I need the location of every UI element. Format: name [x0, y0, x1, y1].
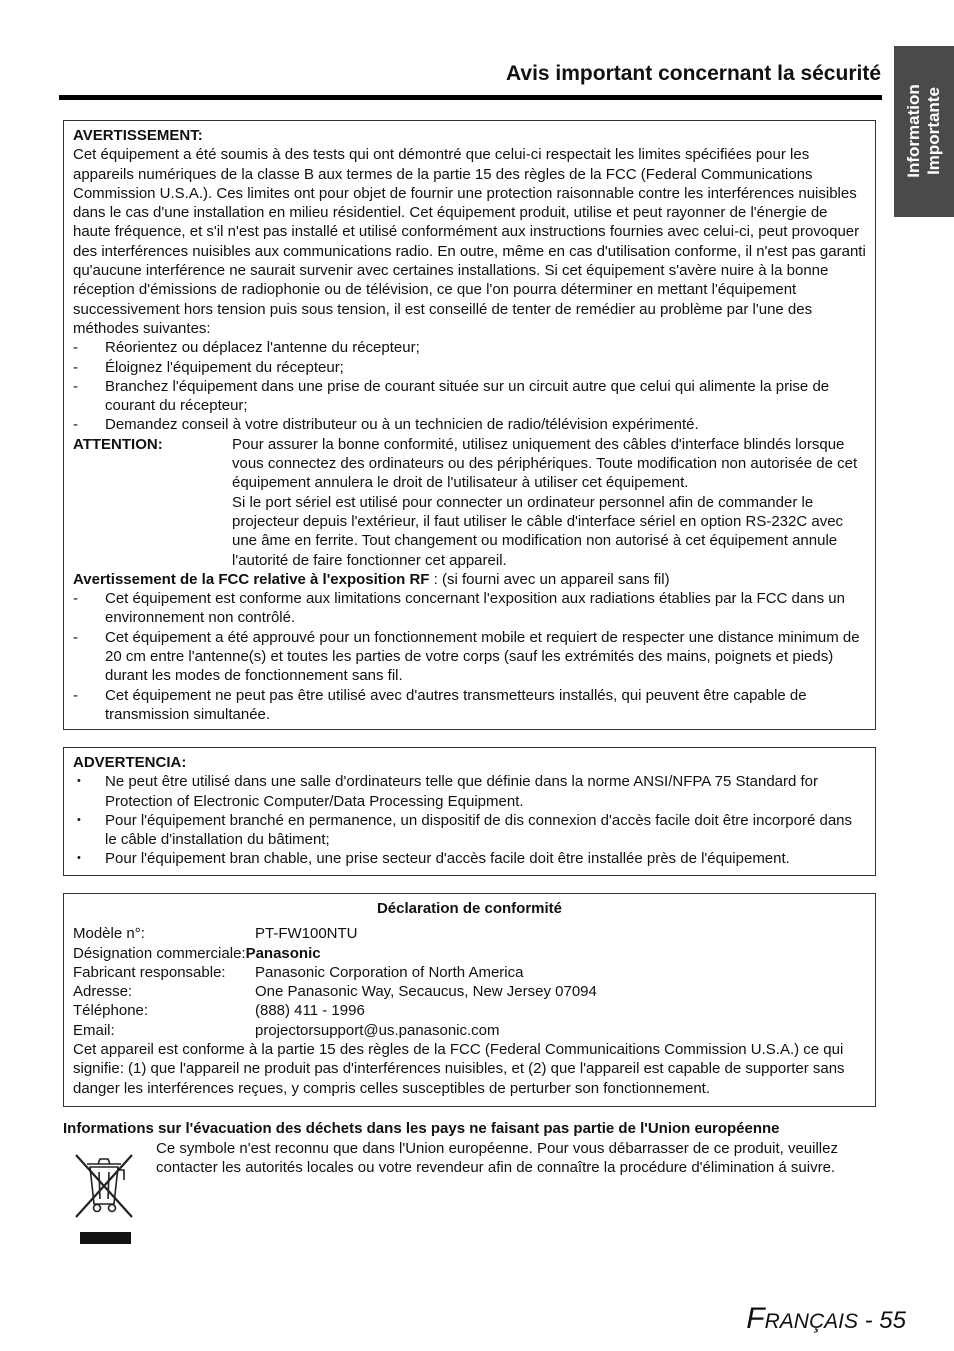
footer-language: RANÇAIS: [764, 1310, 858, 1333]
list-marker: -: [73, 416, 78, 434]
declaration-row: [73, 1021, 866, 1040]
list-item: [73, 415, 866, 434]
declaration-paragraph: Cet appareil est conforme à la partie 15 des règles de la FCC (Federal Communicaitions Commission U.S.A.) ce qui signifie: (1) que l'appareil ne produit pas d'interférences nuisibles, et (2) que l'appareil est capable de supporter sans danger les interférences reçues, y compris celles susceptibles de perturber son fonctionnement.: [73, 1041, 845, 1097]
list-item: [73, 811, 866, 850]
declaration-row: [73, 924, 866, 943]
list-item: [73, 358, 866, 377]
rf-title-rest: : (si fourni avec un appareil sans fil): [429, 570, 670, 588]
disposal-title: Informations sur l'évacuation des déchets dans les pays ne faisant pas partie de l'Union européenne: [63, 1120, 780, 1137]
list-item-text: Pour l'équipement bran chable, une prise secteur d'accès facile doit être installée près de l'équipement.: [105, 850, 790, 868]
declaration-value: Panasonic Corporation of North America: [255, 963, 524, 981]
advertencia-box: [63, 747, 876, 876]
warning-title: AVERTISSEMENT:: [73, 127, 203, 144]
rf-title: [73, 570, 866, 589]
page-number: 55: [879, 1307, 906, 1334]
footer-separator: -: [857, 1307, 880, 1334]
list-marker: -: [73, 628, 78, 646]
list-marker: -: [73, 339, 78, 357]
declaration-row: [73, 944, 866, 963]
list-item-text: Cet équipement est conforme aux limitations concernant l'exposition aux radiations établies par la FCC dans un environnement non contrôlé.: [105, 590, 845, 627]
declaration-value: (888) 411 - 1996: [255, 1002, 365, 1020]
list-item-text: Réorientez ou déplacez l'antenne du récepteur;: [105, 339, 420, 357]
list-item-text: Branchez l'équipement dans une prise de courant située sur un circuit autre que celui qui alimente la prise de courant du récepteur;: [105, 377, 830, 415]
declaration-value: projectorsupport@us.panasonic.com: [255, 1021, 500, 1039]
page-header-title: Avis important concernant la sécurité: [506, 62, 881, 85]
declaration-box: [63, 893, 876, 1107]
rf-title-bold: Avertissement de la FCC relative à l'exposition RF: [73, 570, 430, 588]
side-tab-line-1: Information: [904, 84, 923, 178]
crossed-out-wheelie-bin-icon: [70, 1150, 138, 1246]
list-item: [73, 377, 866, 416]
list-item: [73, 338, 866, 357]
declaration-key: Adresse:: [73, 983, 133, 1001]
list-item-text: Pour l'équipement branché en permanence, un dispositif de dis connexion d'accès facile doit être incorporé dans le câble d'installation du bâtiment;: [105, 811, 853, 849]
attention-paragraph-1: Pour assurer la bonne conformité, utilisez uniquement des câbles d'interface blindés lorsque vous connectez des ordinateurs ou des périphériques. Toute modification non autorisée de cet équipement annulera le droit de l'utilisateur à utiliser cet équipement.: [232, 435, 858, 492]
declaration-value: One Panasonic Way, Secaucus, New Jersey 07094: [255, 983, 597, 1001]
declaration-key: Fabricant responsable:: [73, 963, 226, 981]
list-item-text: Demandez conseil à votre distributeur ou à un technicien de radio/télévision expérimenté.: [105, 416, 699, 434]
list-marker: -: [73, 686, 78, 704]
list-item: [73, 772, 866, 811]
side-tab: [894, 46, 954, 217]
list-marker: -: [73, 377, 78, 395]
declaration-row: [73, 963, 866, 982]
warning-box: [63, 120, 876, 730]
advertencia-title: ADVERTENCIA:: [73, 754, 187, 771]
bullet-marker: •: [77, 852, 81, 865]
declaration-value: PT-FW100NTU: [255, 925, 358, 943]
list-item: [73, 628, 866, 686]
list-item: [73, 849, 866, 868]
list-item-text: Éloignez l'équipement du récepteur;: [105, 358, 344, 376]
warning-paragraph: Cet équipement a été soumis à des tests qui ont démontré que celui-ci respectait les limites spécifiées pour les appareils numériques de la classe B aux termes de la partie 15 des règles de la FCC (Federal Communications Commission U.S.A.). Ces limites ont pour objet de fournir une protection raisonnable contre les interférences nuisibles dans le cas d'une installation en milieu résidentiel. Cet équipement produit, utilise et peut rayonner de l'énergie de haute fréquence, et s'il n'est pas installé et utilisé conformément aux instructions fournies avec celui-ci, peut provoquer des interférences nuisibles aux communications radio. En outre, même en cas d'utilisation conforme, il n'est pas garanti qu'aucune interférence ne saurait survenir avec certaines installations. Si cet équipement s'avère nuire à la bonne réception d'émissions de radiophonie ou de télévision, ce que l'on pourra déterminer en mettant l'équipement successivement hors tension puis sous tension, il est conseillé de tenter de remédier au problème par l'une des méthodes suivantes:: [73, 146, 866, 337]
bullet-marker: •: [77, 813, 81, 826]
footer-initial: F: [746, 1302, 765, 1335]
header-rule: [59, 95, 882, 100]
list-marker: -: [73, 358, 78, 376]
list-item: [73, 589, 866, 628]
list-item-text: Ne peut être utilisé dans une salle d'ordinateurs telle que définie dans la norme ANSI/NFPA 75 Standard for Protection of Electronic Computer/Data Processing Equipment.: [105, 773, 819, 810]
attention-block: [73, 435, 866, 570]
declaration-row: [73, 1001, 866, 1020]
attention-label: ATTENTION:: [73, 435, 163, 453]
side-tab-label: [904, 84, 944, 178]
declaration-key: Email:: [73, 1021, 115, 1039]
declaration-key: Téléphone:: [73, 1002, 149, 1020]
disposal-text: Ce symbole n'est reconnu que dans l'Union européenne. Pour vous débarrasser de ce produit, veuillez contacter les autorités locales ou votre revendeur afin de connaître la procédure d'élimination á suivre.: [156, 1140, 838, 1177]
page-footer: [746, 1302, 906, 1336]
declaration-value: Panasonic: [245, 944, 321, 962]
attention-paragraph-2: Si le port sériel est utilisé pour connecter un ordinateur personnel afin de commander le projecteur depuis l'extérieur, il faut utiliser le câble d'interface sériel en option RS-232C avec une âme en ferrite. Tout changement ou modification non autorisé à cet équipement annule l'autorité de faire fonctionner cet appareil.: [232, 493, 844, 569]
declaration-key: Désignation commerciale:: [73, 944, 246, 962]
declaration-key: Modèle n°:: [73, 925, 145, 943]
declaration-row: [73, 982, 866, 1001]
list-marker: -: [73, 590, 78, 608]
list-item-text: Cet équipement a été approuvé pour un fonctionnement mobile et requiert de respecter une distance minimum de 20 cm entre l'antenne(s) et toutes les parties de votre corps (sauf les extrémités des mains, poignets et pieds) durant les modes de fonctionnement sans fil.: [105, 628, 860, 685]
list-item: [73, 686, 866, 725]
bullet-marker: •: [77, 775, 81, 788]
declaration-title: Déclaration de conformité: [376, 900, 563, 917]
side-tab-line-2: Importante: [924, 87, 943, 175]
list-item-text: Cet équipement ne peut pas être utilisé avec d'autres transmetteurs installés, qui peuvent être capable de transmission simultanée.: [105, 686, 807, 723]
